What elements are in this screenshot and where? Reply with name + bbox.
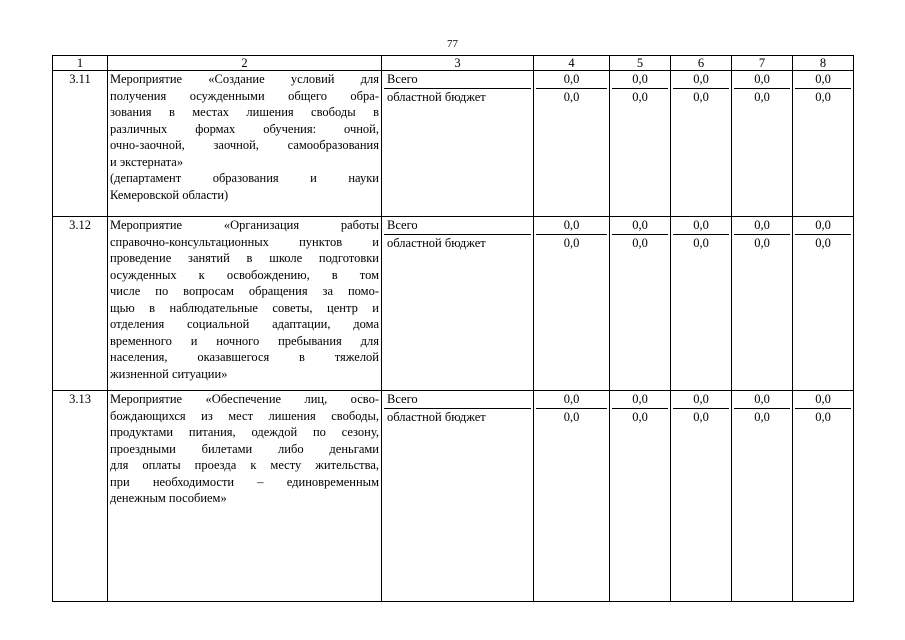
value-cell-col-8 [793,217,854,391]
funding-value: 0,0 [536,71,607,89]
program-table [52,55,854,602]
header-cell-6: 6 [671,56,732,71]
funding-value: 0,0 [754,236,770,250]
funding-source-label: областной бюджет [387,410,486,424]
funding-value: 0,0 [795,391,851,409]
funding-source-cell [382,391,534,602]
value-cell-col-6 [671,71,732,217]
funding-value: 0,0 [632,90,648,104]
measure-description [108,71,382,217]
funding-value: 0,0 [815,236,831,250]
funding-value: 0,0 [536,217,607,235]
value-cell-col-5 [610,71,671,217]
description-line: для оплаты проезда к месту жительства, [110,458,379,472]
description-line: временного и ночного пребывания для [110,333,379,348]
description-line: Мероприятие «Обеспечение лиц, осво- [110,392,379,406]
funding-value: 0,0 [795,217,851,235]
funding-value: 0,0 [795,71,851,89]
value-cell-col-5 [610,391,671,602]
measure-description [108,391,382,602]
funding-value: 0,0 [693,236,709,250]
row-number: 3.12 [53,217,108,391]
funding-source-label: Всего [384,391,531,409]
description-line: осужденных к освобождению, в том [110,267,379,282]
header-cell-1: 1 [53,56,108,71]
value-cell-col-7 [732,71,793,217]
header-cell-2: 2 [108,56,382,71]
description-line: и экстерната» [110,154,184,169]
funding-value: 0,0 [734,391,790,409]
funding-source-label: Всего [384,217,531,235]
description-line: справочно-консультационных пунктов и [110,234,379,249]
funding-value: 0,0 [612,71,668,89]
header-cell-7: 7 [732,56,793,71]
table-row [53,391,854,602]
value-cell-col-8 [793,71,854,217]
description-line: числе по вопросам обращения за помо- [110,284,379,298]
funding-source-label: Всего [384,71,531,89]
description-line: отделения социальной адаптации, дома [110,317,379,331]
row-number: 3.13 [53,391,108,602]
value-cell-col-7 [732,391,793,602]
description-line: при необходимости – единовременным [110,474,379,489]
table-row [53,71,854,217]
description-line: различных формах обучения: очной, [110,121,379,136]
value-cell-col-5 [610,217,671,391]
funding-value: 0,0 [673,217,729,235]
description-line: зования в местах лишения свободы в [110,105,379,119]
funding-source-label: областной бюджет [387,236,486,250]
funding-value: 0,0 [815,90,831,104]
description-line: Мероприятие «Создание условий для [110,72,379,86]
value-cell-col-8 [793,391,854,602]
funding-value: 0,0 [563,90,580,104]
description-line: получения осужденными общего обра- [110,88,379,103]
description-line: проведение занятий в школе подготовки [110,251,379,265]
funding-value: 0,0 [612,217,668,235]
description-line: проездными билетами либо деньгами [110,441,379,456]
description-line: жизненной ситуации» [110,366,228,381]
funding-source-cell [382,217,534,391]
description-line: щью в наблюдательные советы, центр и [110,300,379,315]
funding-value: 0,0 [612,391,668,409]
value-cell-col-6 [671,391,732,602]
value-cell-col-4 [534,217,610,391]
description-line: очно-заочной, заочной, самообразования [110,138,379,152]
description-line: (департамент образования и науки [110,171,379,185]
funding-value: 0,0 [754,410,770,424]
funding-value: 0,0 [734,71,790,89]
header-cell-3: 3 [382,56,534,71]
funding-value: 0,0 [536,391,607,409]
funding-value: 0,0 [563,236,580,250]
table-row [53,217,854,391]
funding-value: 0,0 [673,71,729,89]
value-cell-col-4 [534,391,610,602]
funding-source-cell [382,71,534,217]
description-line: бождающихся из мест лишения свободы, [110,408,379,423]
header-cell-8: 8 [793,56,854,71]
description-line: денежным пособием» [110,491,227,505]
measure-description [108,217,382,391]
page-number: 77 [447,38,458,50]
description-line: Кемеровской области) [110,187,229,202]
header-cell-5: 5 [610,56,671,71]
description-line: населения, оказавшегося в тяжелой [110,350,379,364]
funding-value: 0,0 [563,410,580,424]
header-row [53,56,854,71]
funding-value: 0,0 [632,236,648,250]
row-number: 3.11 [53,71,108,217]
funding-source-label: областной бюджет [387,90,486,104]
value-cell-col-4 [534,71,610,217]
value-cell-col-6 [671,217,732,391]
funding-value: 0,0 [815,410,831,424]
funding-value: 0,0 [754,90,770,104]
description-line: продуктами питания, одеждой по сезону, [110,425,379,439]
funding-value: 0,0 [632,410,648,424]
header-cell-4: 4 [534,56,610,71]
funding-value: 0,0 [673,391,729,409]
funding-value: 0,0 [693,90,709,104]
value-cell-col-7 [732,217,793,391]
funding-value: 0,0 [693,410,709,424]
description-line: Мероприятие «Организация работы [110,218,379,232]
funding-value: 0,0 [734,217,790,235]
